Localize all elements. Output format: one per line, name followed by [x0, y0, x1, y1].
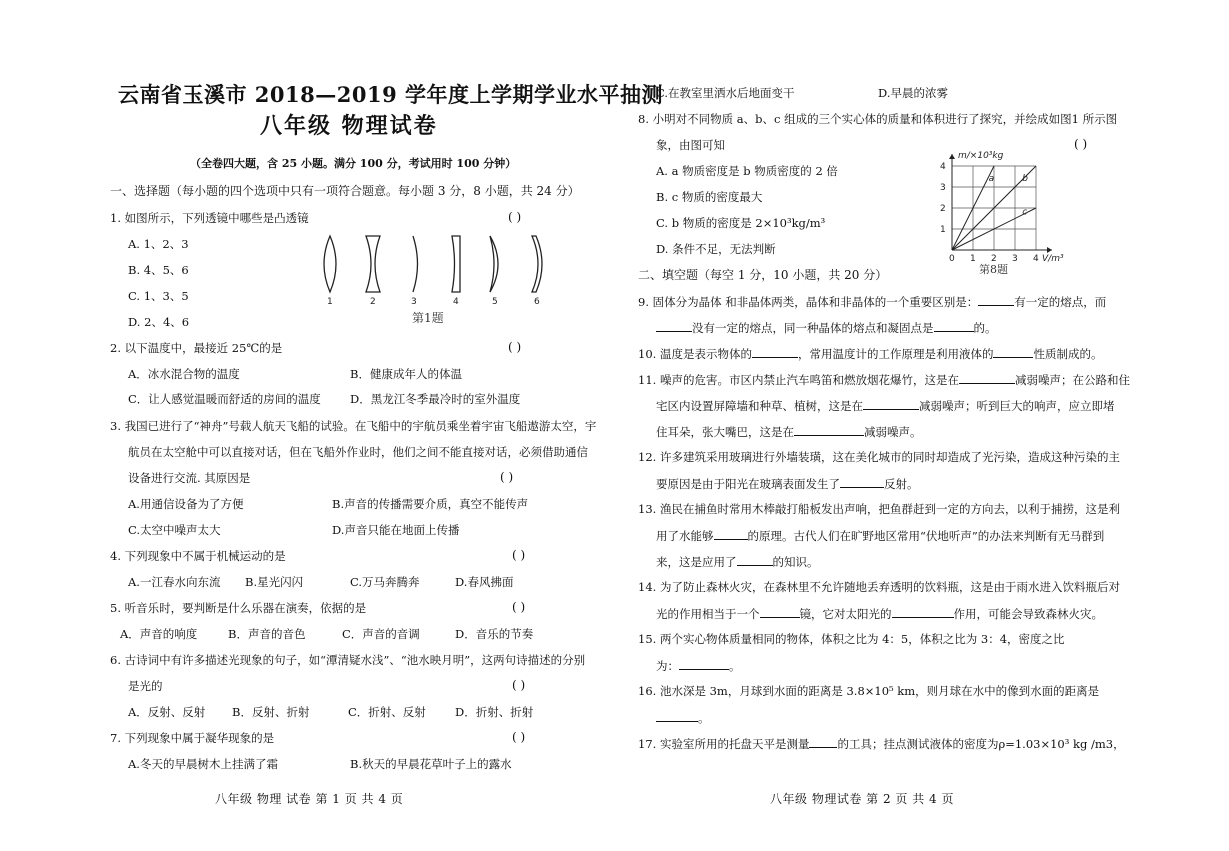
- q1-option-c: C. 1、3、5: [128, 289, 189, 303]
- q11-line-1: 11. 噪声的危害。市区内禁止汽车鸣笛和燃放烟花爆竹，这是在 减弱噪声；在公路和住: [638, 373, 1130, 387]
- q11-line-3: 住耳朵，张大嘴巴，这是在 减弱噪声。: [656, 425, 922, 439]
- q17-line-1: 17. 实验室所用的托盘天平是测量 的工具；挂点测试液体的密度为ρ=1.03×10³ kg /m3，: [638, 737, 1125, 751]
- q14-line-2: 光的作用相当于一个 镜，它对太阳光的 作用，可能会导致森林火灾。: [656, 607, 1103, 621]
- section-1-heading: 一、选择题（每小题的四个选项中只有一项符合题意。每小题 3 分，8 小题，共 24 分）: [110, 184, 580, 198]
- y-axis-arrow: [949, 154, 955, 159]
- q13-line-1: 13. 渔民在捕鱼时常用木棒敲打船板发出声响，把鱼群赶到一定的方向去，以利于捕捞，这是利: [638, 502, 1120, 516]
- q5-option-b: B．声音的音色: [228, 627, 306, 641]
- q1-figure-caption: 第1题: [412, 311, 444, 325]
- x-axis-arrow: [1047, 247, 1052, 253]
- q13-line-2: 用了水能够 的原理。古代人们在旷野地区常用“伏地听声”的办法来判断有无马群到: [656, 529, 1105, 543]
- q1-option-b: B. 4、5、6: [128, 263, 189, 277]
- y-tick-label: 1: [940, 225, 946, 235]
- q10-line-1: 10. 温度是表示物体的 ，常用温度计的工作原理是利用液体的 性质制成的。: [638, 347, 1103, 361]
- q6-option-d: D．折射、折射: [455, 705, 534, 719]
- q3-line-3: 设备进行交流. 其原因是: [128, 471, 251, 485]
- x-tick-label: 4: [1033, 254, 1039, 264]
- q12-line-1: 12. 许多建筑采用玻璃进行外墙装璜，这在美化城市的同时却造成了光污染，造成这种污染的主: [638, 450, 1120, 464]
- q5-option-c: C．声音的音调: [342, 627, 420, 641]
- series-label-b: b: [1022, 173, 1028, 184]
- y-tick-label: 4: [940, 162, 946, 172]
- q14-blank-1[interactable]: [760, 606, 800, 618]
- series-label-a: a: [988, 173, 995, 184]
- q5-option-a: A．声音的响度: [120, 627, 198, 641]
- q3-option-b: B.声音的传播需要介质，真空不能传声: [332, 497, 529, 511]
- exam-subtitle: 八年级 物理试卷: [260, 113, 438, 139]
- q3-line-2: 航员在太空舱中可以直接对话，但在飞船外作业时，他们之间不能直接对话，必须借助通信: [128, 445, 588, 459]
- q1-option-d: D. 2、4、6: [128, 315, 190, 329]
- q8-option-c: C. b 物质的密度是 2×10³kg/m³: [656, 216, 826, 230]
- q2-option-a: A．冰水混合物的温度: [128, 367, 240, 381]
- q4-option-a: A.一江春水向东流: [128, 575, 221, 589]
- q6-option-b: B．反射、折射: [232, 705, 310, 719]
- chart-title: 第8题: [979, 263, 1008, 276]
- left-page-footer: 八年级 物理 试卷 第 1 页 共 4 页: [215, 792, 404, 806]
- lens-3-plano-convex: [413, 236, 418, 292]
- lens-label-1: 1: [327, 297, 333, 307]
- q7-answer-paren: ( ): [512, 730, 526, 744]
- q3-answer-paren: ( ): [500, 470, 514, 484]
- q4-option-b: B.星光闪闪: [245, 575, 304, 589]
- q7-option-a: A.冬天的早晨树木上挂满了霜: [128, 757, 278, 771]
- lens-1-biconvex: [324, 236, 336, 292]
- section-2-heading: 二、填空题（每空 1 分，10 小题，共 20 分）: [638, 268, 888, 282]
- q2-option-b: B．健康成年人的体温: [350, 367, 462, 381]
- q5-answer-paren: ( ): [512, 600, 526, 614]
- q8-line-2: 象，由图可知: [656, 138, 725, 152]
- lens-label-3: 3: [411, 297, 417, 307]
- q15-line-1: 15. 两个实心物体质量相同的物体，体积之比为 4：5，体积之比为 3：4，密度之比: [638, 632, 1065, 646]
- x-tick-label: 0: [949, 254, 955, 264]
- q14-line-1: 14. 为了防止森林火灾，在森林里不允许随地丢弃透明的饮料瓶，这是由于雨水进入饮料瓶后对: [638, 580, 1120, 594]
- x-axis-label: V/m³: [1042, 254, 1064, 264]
- q2-option-d: D．黑龙江冬季最冷时的室外温度: [350, 392, 521, 406]
- q3-option-a: A.用通信设备为了方便: [128, 497, 244, 511]
- q1-option-a: A. 1、2、3: [128, 237, 189, 251]
- q5-option-d: D．音乐的节奏: [455, 627, 534, 641]
- y-tick-label: 2: [940, 204, 946, 214]
- q7-option-c: C.在教室里洒水后地面变干: [656, 86, 795, 100]
- q8-line-1: 8. 小明对不同物质 a、b、c 组成的三个实心体的质量和体积进行了探究，并绘成如图1 所示图: [638, 112, 1118, 126]
- q5-stem: 5. 听音乐时，要判断是什么乐器在演奏，依据的是: [110, 601, 367, 615]
- q14-blank-2[interactable]: [892, 606, 954, 618]
- y-axis-label: m/×10³kg: [958, 151, 1004, 161]
- q4-option-d: D.春风拂面: [455, 575, 514, 589]
- q8-answer-paren: ( ): [1074, 137, 1088, 151]
- y-tick-label: 3: [940, 183, 946, 193]
- q7-option-b: B.秋天的早晨花草叶子上的露水: [350, 757, 512, 771]
- q7-stem: 7. 下列现象中属于凝华现象的是: [110, 731, 275, 745]
- q2-answer-paren: ( ): [508, 340, 522, 354]
- x-tick-label: 2: [991, 254, 997, 264]
- x-tick-label: 1: [970, 254, 976, 264]
- q10-blank-2[interactable]: [993, 346, 1033, 358]
- q8-option-a: A. a 物质密度是 b 物质密度的 2 倍: [656, 164, 838, 178]
- q15-line-2: 为： 。: [656, 659, 741, 673]
- q6-line-1: 6. 古诗词中有许多描述光现象的句子，如“潭清疑水浅”、“池水映月明”，这两句诗描述的分别: [110, 653, 586, 667]
- q9-line-1: 9. 固体分为晶体 和非晶体两类，晶体和非晶体的一个重要区别是： 有一定的熔点，而: [638, 295, 1107, 309]
- lens-label-5: 5: [492, 297, 498, 307]
- q9-blank-3[interactable]: [934, 320, 974, 332]
- q3-option-c: C.太空中噪声太大: [128, 523, 221, 537]
- q16-line-1: 16. 池水深是 3m，月球到水面的距离是 3.8×10⁵ km，则月球在水中的像到水面的距离是: [638, 684, 1100, 698]
- exam-info: （全卷四大题，含 25 小题。满分 100 分，考试用时 100 分钟）: [190, 157, 517, 170]
- q1-lens-figure: [318, 232, 558, 328]
- q3-option-d: D.声音只能在地面上传播: [332, 523, 460, 537]
- q6-option-a: A．反射、反射: [128, 705, 206, 719]
- q16-blank-1[interactable]: [656, 710, 698, 722]
- q13-blank-2[interactable]: [737, 554, 773, 566]
- q11-blank-3[interactable]: [794, 424, 864, 436]
- q8-option-d: D. 条件不足，无法判断: [656, 242, 776, 256]
- q9-line-2: 没有一定的熔点，同一种晶体的熔点和凝固点是 的。: [656, 320, 997, 335]
- q1-stem: 1. 如图所示，下列透镜中哪些是凸透镜: [110, 211, 309, 225]
- q10-blank-1[interactable]: [752, 346, 798, 358]
- lens-label-6: 6: [534, 297, 540, 307]
- q12-blank-1[interactable]: [840, 476, 884, 488]
- q4-answer-paren: ( ): [512, 548, 526, 562]
- q2-stem: 2. 以下温度中，最接近 25℃的是: [110, 341, 283, 355]
- x-tick-label: 3: [1012, 254, 1018, 264]
- lens-4-plano-concave: [452, 236, 460, 292]
- right-page-footer: 八年级 物理试卷 第 2 页 共 4 页: [770, 792, 954, 806]
- q11-blank-1[interactable]: [959, 372, 1015, 384]
- q11-line-2: 宅区内设置屏障墙和种草、植树，这是在 减弱噪声；听到巨大的响声，应立即堵: [656, 399, 1115, 413]
- lens-6-meniscus: [532, 236, 542, 292]
- q9-blank-1[interactable]: [978, 294, 1014, 306]
- q16-line-2: 。: [656, 710, 710, 725]
- q1-answer-paren: ( ): [508, 210, 522, 224]
- q15-blank-1[interactable]: [679, 658, 729, 670]
- right-page: [614, 0, 1229, 851]
- q6-answer-paren: ( ): [512, 678, 526, 692]
- q6-option-c: C．折射、反射: [348, 705, 426, 719]
- q3-line-1: 3. 我国已进行了“神舟”号载人航天飞船的试验。在飞船中的宇航员乘坐着宇宙飞船遨游太空，宇: [110, 419, 597, 433]
- exam-title: 云南省玉溪市 2018—2019 学年度上学期学业水平抽测: [118, 82, 664, 107]
- q13-line-3: 来，这是应用了 的知识。: [656, 555, 819, 569]
- q17-blank-1[interactable]: [809, 736, 837, 748]
- q13-blank-1[interactable]: [714, 528, 748, 540]
- q9-blank-2[interactable]: [656, 320, 692, 332]
- lens-5-meniscus: [490, 236, 498, 292]
- q6-line-2: 是光的: [128, 679, 163, 693]
- lens-2-biconcave: [366, 236, 380, 292]
- q4-option-c: C.万马奔腾奔: [350, 575, 420, 589]
- q11-blank-2[interactable]: [863, 398, 919, 410]
- q4-stem: 4. 下列现象中不属于机械运动的是: [110, 549, 286, 563]
- lens-label-4: 4: [453, 297, 459, 307]
- q8-option-b: B. c 物质的密度最大: [656, 190, 763, 204]
- q2-option-c: C．让人感觉温暖而舒适的房间的温度: [128, 392, 321, 406]
- q12-line-2: 要原因是由于阳光在玻璃表面发生了 反射。: [656, 477, 919, 491]
- q8-mass-volume-chart: [930, 138, 1100, 276]
- q7-option-d: D.早晨的浓雾: [878, 86, 948, 100]
- lens-label-2: 2: [370, 297, 376, 307]
- series-label-c: c: [1022, 207, 1028, 218]
